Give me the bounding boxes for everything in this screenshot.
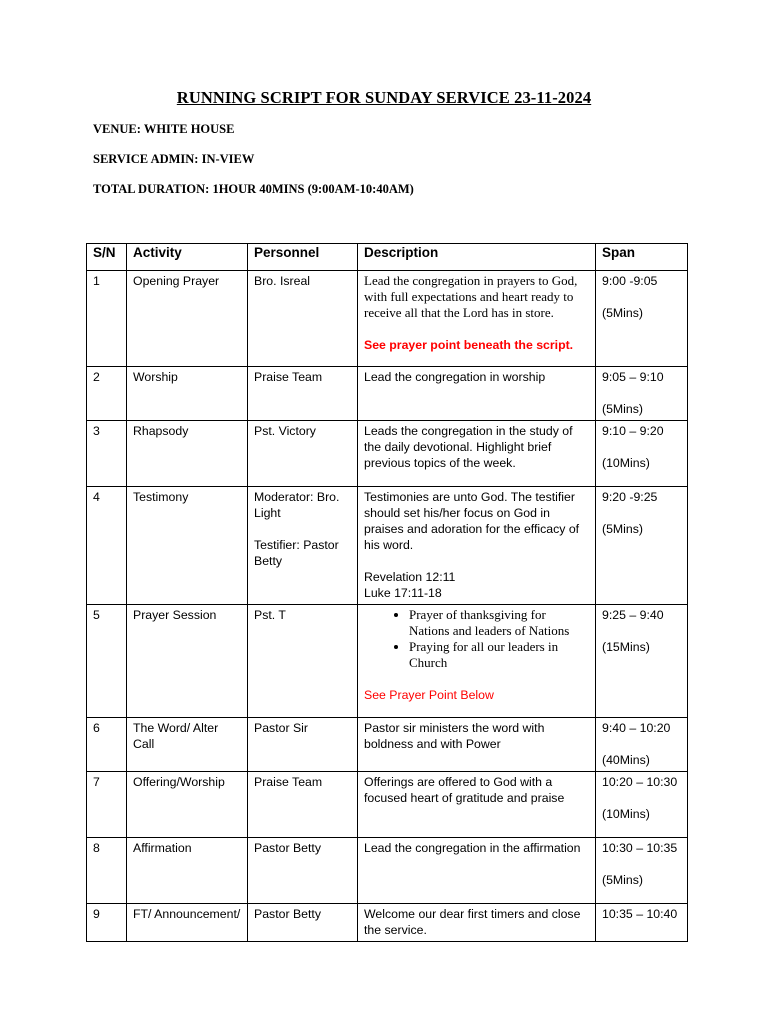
prayer-point-note: See prayer point beneath the script. xyxy=(364,338,574,352)
total-duration-line: TOTAL DURATION: 1HOUR 40MINS (9:00AM-10:40AM) xyxy=(93,182,414,196)
row-activity: Worship xyxy=(127,367,248,421)
row-activity: Prayer Session xyxy=(127,605,248,718)
moderator-name: Moderator: Bro. Light xyxy=(254,490,340,520)
span-time: 10:30 – 10:35 xyxy=(602,841,678,855)
list-item: • Prayer of thanksgiving for Nations and leaders of Nations xyxy=(409,607,589,639)
table-row xyxy=(87,838,688,904)
row-activity: Testimony xyxy=(127,487,248,605)
table-header-row xyxy=(87,244,688,271)
document-title: RUNNING SCRIPT FOR SUNDAY SERVICE 23-11-2024 xyxy=(176,88,592,107)
span-time: 9:10 – 9:20 xyxy=(602,424,664,438)
row-personnel: Praise Team xyxy=(248,772,358,838)
row-sn: 7 xyxy=(87,772,127,838)
row-activity: Offering/Worship xyxy=(127,772,248,838)
row-description xyxy=(358,271,596,367)
row-personnel: Pastor Betty xyxy=(248,838,358,904)
row-description xyxy=(358,605,596,718)
row-description: Offerings are offered to God with a focused heart of gratitude and praise xyxy=(358,772,596,838)
scripture-ref: Revelation 12:11 xyxy=(364,570,456,584)
row-span xyxy=(596,605,688,718)
span-time: 10:20 – 10:30 xyxy=(602,775,678,789)
row-span xyxy=(596,772,688,838)
table-row xyxy=(87,904,688,942)
row-span xyxy=(596,367,688,421)
span-time: 9:20 -9:25 xyxy=(602,490,658,504)
running-script-table xyxy=(86,243,688,942)
row-sn: 4 xyxy=(87,487,127,605)
row-description xyxy=(358,487,596,605)
description-text: Lead the congregation in prayers to God, with full expectations and heart ready to receive all that the Lord has in store. xyxy=(364,273,578,320)
span-duration: (5Mins) xyxy=(602,402,643,416)
span-duration: (10Mins) xyxy=(602,456,650,470)
row-sn: 6 xyxy=(87,718,127,772)
row-sn: 5 xyxy=(87,605,127,718)
row-description: Lead the congregation in worship xyxy=(358,367,596,421)
row-sn: 9 xyxy=(87,904,127,942)
description-text: Testimonies are unto God. The testifier should set his/her focus on God in praises and adoration for the efficacy of his word. xyxy=(364,490,580,552)
span-duration: (5Mins) xyxy=(602,873,643,887)
row-span: 10:35 – 10:40 xyxy=(596,904,688,942)
span-duration: (10Mins) xyxy=(602,807,650,821)
row-sn: 2 xyxy=(87,367,127,421)
row-sn: 8 xyxy=(87,838,127,904)
row-personnel xyxy=(248,487,358,605)
row-personnel: Pst. Victory xyxy=(248,421,358,487)
row-personnel: Bro. Isreal xyxy=(248,271,358,367)
span-time: 9:25 – 9:40 xyxy=(602,608,664,622)
row-activity: FT/ Announcement/ xyxy=(127,904,248,942)
row-description: Lead the congregation in the affirmation xyxy=(358,838,596,904)
testifier-name: Testifier: Pastor Betty xyxy=(254,538,339,568)
table-row xyxy=(87,487,688,605)
span-time: 9:40 – 10:20 xyxy=(602,721,671,735)
service-admin-line: SERVICE ADMIN: IN-VIEW xyxy=(93,152,255,166)
row-personnel: Pastor Betty xyxy=(248,904,358,942)
span-duration: (5Mins) xyxy=(602,522,643,536)
table-row xyxy=(87,367,688,421)
row-personnel: Pastor Sir xyxy=(248,718,358,772)
venue-line: VENUE: WHITE HOUSE xyxy=(93,122,235,136)
row-description: Pastor sir ministers the word with boldness and with Power xyxy=(358,718,596,772)
row-personnel: Pst. T xyxy=(248,605,358,718)
span-duration: (40Mins) xyxy=(602,753,650,767)
row-sn: 1 xyxy=(87,271,127,367)
header-description: Description xyxy=(358,244,596,271)
row-span xyxy=(596,718,688,772)
span-time: 9:05 – 9:10 xyxy=(602,370,664,384)
row-activity: Opening Prayer xyxy=(127,271,248,367)
row-span xyxy=(596,421,688,487)
span-duration: (5Mins) xyxy=(602,306,643,320)
row-sn: 3 xyxy=(87,421,127,487)
span-time: 9:00 -9:05 xyxy=(602,274,658,288)
prayer-point-note: See Prayer Point Below xyxy=(364,688,494,702)
header-span: Span xyxy=(596,244,688,271)
table-row xyxy=(87,718,688,772)
row-span xyxy=(596,487,688,605)
table-row xyxy=(87,605,688,718)
list-item: • Praying for all our leaders in Church xyxy=(409,639,589,671)
row-description: Welcome our dear first timers and close the service. xyxy=(358,904,596,942)
table-row xyxy=(87,271,688,367)
prayer-bullet-list xyxy=(364,607,589,671)
row-description: Leads the congregation in the study of the daily devotional. Highlight brief previous topics of the week. xyxy=(358,421,596,487)
header-sn: S/N xyxy=(87,244,127,271)
table-row xyxy=(87,421,688,487)
row-personnel: Praise Team xyxy=(248,367,358,421)
row-activity: The Word/ Alter Call xyxy=(127,718,248,772)
header-activity: Activity xyxy=(127,244,248,271)
span-duration: (15Mins) xyxy=(602,640,650,654)
row-span xyxy=(596,838,688,904)
row-activity: Affirmation xyxy=(127,838,248,904)
row-activity: Rhapsody xyxy=(127,421,248,487)
scripture-ref: Luke 17:11-18 xyxy=(364,586,442,600)
header-personnel: Personnel xyxy=(248,244,358,271)
table-row xyxy=(87,772,688,838)
row-span xyxy=(596,271,688,367)
